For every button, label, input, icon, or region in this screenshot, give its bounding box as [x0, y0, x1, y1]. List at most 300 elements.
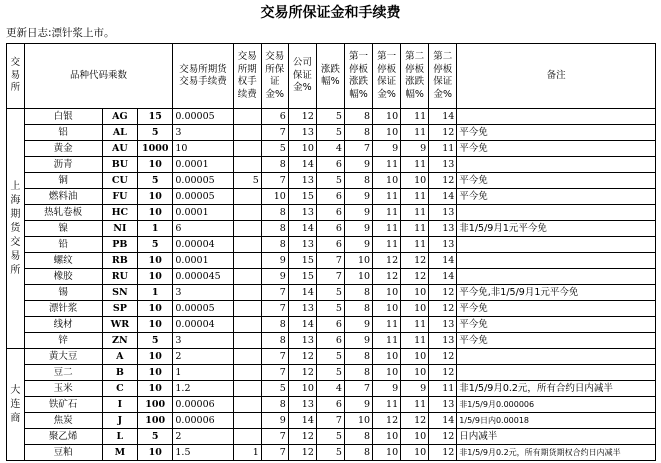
option-fee	[233, 381, 261, 397]
limit-pct: 6	[316, 333, 344, 349]
multiplier: 5	[138, 237, 173, 253]
option-fee	[233, 141, 261, 157]
futures-fee: 0.0001	[173, 205, 233, 221]
first-limit: 9	[344, 221, 372, 237]
variety-name: 黄金	[24, 141, 102, 157]
variety-name: 玉米	[24, 381, 102, 397]
second-limit: 11	[401, 157, 429, 173]
exchange-margin: 10	[261, 189, 288, 205]
option-fee	[233, 301, 261, 317]
futures-fee: 0.00004	[173, 317, 233, 333]
table-row	[7, 397, 656, 413]
remark	[457, 253, 656, 269]
first-margin: 9	[373, 141, 401, 157]
second-limit: 11	[401, 205, 429, 221]
second-limit: 11	[401, 397, 429, 413]
header-exchange-margin: 交易所保证金%	[261, 44, 288, 109]
first-limit: 10	[344, 413, 372, 429]
multiplier: 10	[138, 381, 173, 397]
first-margin: 11	[373, 205, 401, 221]
company-margin: 14	[288, 285, 316, 301]
option-fee	[233, 429, 261, 445]
multiplier: 10	[138, 317, 173, 333]
second-margin: 12	[429, 445, 457, 461]
limit-pct: 5	[316, 429, 344, 445]
first-limit: 8	[344, 365, 372, 381]
exchange-name: 大连商	[7, 349, 25, 461]
first-margin: 10	[373, 429, 401, 445]
option-fee	[233, 333, 261, 349]
second-limit: 11	[401, 109, 429, 125]
company-margin: 13	[288, 173, 316, 189]
second-limit: 10	[401, 429, 429, 445]
variety-code: SP	[102, 301, 137, 317]
limit-pct: 6	[316, 189, 344, 205]
exchange-margin: 7	[261, 125, 288, 141]
first-margin: 12	[373, 413, 401, 429]
exchange-margin: 8	[261, 205, 288, 221]
first-margin: 11	[373, 189, 401, 205]
first-limit: 9	[344, 237, 372, 253]
multiplier: 5	[138, 125, 173, 141]
variety-name: 橡胶	[24, 269, 102, 285]
first-limit: 7	[344, 141, 372, 157]
remark	[457, 109, 656, 125]
second-limit: 10	[401, 349, 429, 365]
option-fee	[233, 125, 261, 141]
exchange-margin: 7	[261, 173, 288, 189]
limit-pct: 5	[316, 173, 344, 189]
table-row	[7, 429, 656, 445]
variety-code: FU	[102, 189, 137, 205]
table-row	[7, 253, 656, 269]
futures-fee: 6	[173, 221, 233, 237]
variety-name: 热轧卷板	[24, 205, 102, 221]
company-margin: 12	[288, 445, 316, 461]
option-fee	[233, 397, 261, 413]
first-limit: 8	[344, 125, 372, 141]
variety-name: 黄大豆	[24, 349, 102, 365]
header-first-limit: 第一停板涨跌幅%	[344, 44, 372, 109]
limit-pct: 4	[316, 381, 344, 397]
futures-fee: 2	[173, 429, 233, 445]
company-margin: 10	[288, 381, 316, 397]
second-limit: 11	[401, 125, 429, 141]
futures-fee: 3	[173, 125, 233, 141]
futures-fee: 0.00006	[173, 397, 233, 413]
multiplier: 10	[138, 157, 173, 173]
option-fee	[233, 413, 261, 429]
multiplier: 10	[138, 269, 173, 285]
variety-code: CU	[102, 173, 137, 189]
variety-code: J	[102, 413, 137, 429]
remark: 日内减半	[457, 429, 656, 445]
multiplier: 10	[138, 205, 173, 221]
first-margin: 11	[373, 333, 401, 349]
first-limit: 8	[344, 109, 372, 125]
limit-pct: 6	[316, 157, 344, 173]
second-margin: 12	[429, 349, 457, 365]
first-limit: 8	[344, 301, 372, 317]
remark	[457, 237, 656, 253]
exchange-margin: 5	[261, 381, 288, 397]
multiplier: 10	[138, 365, 173, 381]
second-limit: 10	[401, 365, 429, 381]
option-fee	[233, 157, 261, 173]
first-limit: 7	[344, 381, 372, 397]
exchange-margin: 7	[261, 301, 288, 317]
first-margin: 11	[373, 221, 401, 237]
remark	[457, 157, 656, 173]
multiplier: 100	[138, 413, 173, 429]
multiplier: 15	[138, 109, 173, 125]
header-company-margin: 公司保证金%	[288, 44, 316, 109]
variety-name: 豆粕	[24, 445, 102, 461]
exchange-margin: 5	[261, 141, 288, 157]
option-fee	[233, 237, 261, 253]
multiplier: 1000	[138, 141, 173, 157]
variety-code: PB	[102, 237, 137, 253]
multiplier: 10	[138, 301, 173, 317]
second-margin: 14	[429, 413, 457, 429]
option-fee	[233, 285, 261, 301]
futures-fee: 0.00005	[173, 189, 233, 205]
table-row	[7, 109, 656, 125]
company-margin: 12	[288, 429, 316, 445]
variety-code: HC	[102, 205, 137, 221]
remark	[457, 205, 656, 221]
variety-code: BU	[102, 157, 137, 173]
first-limit: 9	[344, 205, 372, 221]
company-margin: 13	[288, 125, 316, 141]
futures-fee: 0.00004	[173, 237, 233, 253]
second-limit: 10	[401, 285, 429, 301]
first-limit: 8	[344, 173, 372, 189]
exchange-margin: 9	[261, 269, 288, 285]
variety-name: 铁矿石	[24, 397, 102, 413]
first-limit: 8	[344, 445, 372, 461]
first-limit: 10	[344, 269, 372, 285]
header-futures-fee: 交易所期货交易手续费	[173, 44, 233, 109]
option-fee	[233, 189, 261, 205]
limit-pct: 5	[316, 365, 344, 381]
page-title: 交易所保证金和手续费	[260, 5, 401, 21]
table-row	[7, 173, 656, 189]
variety-name: 铝	[24, 125, 102, 141]
table-row	[7, 237, 656, 253]
remark: 平今免,非1/5/9月1元平今免	[457, 285, 656, 301]
second-limit: 9	[401, 141, 429, 157]
header-exchange: 交易所	[7, 44, 25, 109]
remark: 非1/5/9月0.000006	[457, 397, 656, 413]
exchange-margin: 9	[261, 413, 288, 429]
futures-fee: 0.00005	[173, 109, 233, 125]
remark	[457, 349, 656, 365]
first-margin: 9	[373, 381, 401, 397]
remark: 平今免	[457, 301, 656, 317]
exchange-margin: 7	[261, 365, 288, 381]
limit-pct: 7	[316, 269, 344, 285]
second-margin: 13	[429, 205, 457, 221]
table-row	[7, 333, 656, 349]
company-margin: 14	[288, 157, 316, 173]
limit-pct: 5	[316, 349, 344, 365]
variety-name: 铜	[24, 173, 102, 189]
variety-code: C	[102, 381, 137, 397]
limit-pct: 5	[316, 109, 344, 125]
futures-fee: 1.5	[173, 445, 233, 461]
variety-code: RU	[102, 269, 137, 285]
exchange-margin: 9	[261, 253, 288, 269]
option-fee	[233, 109, 261, 125]
update-log: 更新日志:漂针浆上市。	[6, 27, 115, 39]
second-limit: 11	[401, 333, 429, 349]
variety-code: WR	[102, 317, 137, 333]
first-limit: 9	[344, 397, 372, 413]
exchange-margin: 8	[261, 317, 288, 333]
company-margin: 13	[288, 301, 316, 317]
header-row	[7, 44, 656, 109]
table-row	[7, 157, 656, 173]
company-margin: 14	[288, 413, 316, 429]
futures-fee: 1.2	[173, 381, 233, 397]
multiplier: 100	[138, 397, 173, 413]
exchange-margin: 8	[261, 397, 288, 413]
table-row	[7, 349, 656, 365]
remark	[457, 365, 656, 381]
table-row	[7, 189, 656, 205]
table-row	[7, 365, 656, 381]
table-row	[7, 381, 656, 397]
variety-name: 焦炭	[24, 413, 102, 429]
variety-code: ZN	[102, 333, 137, 349]
remark: 非1/5/9月0.2元，所有合约日内减半	[457, 381, 656, 397]
futures-fee: 3	[173, 285, 233, 301]
futures-fee: 0.00005	[173, 173, 233, 189]
first-margin: 12	[373, 253, 401, 269]
variety-code: AG	[102, 109, 137, 125]
second-margin: 11	[429, 381, 457, 397]
limit-pct: 4	[316, 141, 344, 157]
header-limit: 涨跌幅%	[316, 44, 344, 109]
futures-fee: 0.0001	[173, 253, 233, 269]
variety-name: 螺纹	[24, 253, 102, 269]
variety-code: B	[102, 365, 137, 381]
table-row	[7, 221, 656, 237]
company-margin: 13	[288, 397, 316, 413]
first-margin: 11	[373, 157, 401, 173]
second-limit: 11	[401, 189, 429, 205]
limit-pct: 6	[316, 221, 344, 237]
futures-fee: 0.00005	[173, 301, 233, 317]
second-limit: 10	[401, 445, 429, 461]
first-margin: 11	[373, 317, 401, 333]
limit-pct: 6	[316, 397, 344, 413]
company-margin: 13	[288, 205, 316, 221]
exchange-margin: 7	[261, 445, 288, 461]
second-margin: 12	[429, 301, 457, 317]
first-limit: 8	[344, 349, 372, 365]
remark: 平今免	[457, 125, 656, 141]
second-margin: 14	[429, 269, 457, 285]
futures-fee: 3	[173, 333, 233, 349]
header-remark: 备注	[457, 44, 656, 109]
first-limit: 8	[344, 429, 372, 445]
second-margin: 13	[429, 397, 457, 413]
second-margin: 11	[429, 141, 457, 157]
first-margin: 11	[373, 397, 401, 413]
futures-fee: 0.000045	[173, 269, 233, 285]
option-fee	[233, 205, 261, 221]
table-row	[7, 301, 656, 317]
futures-fee: 0.0001	[173, 157, 233, 173]
table-row	[7, 125, 656, 141]
company-margin: 13	[288, 237, 316, 253]
company-margin: 12	[288, 109, 316, 125]
option-fee	[233, 365, 261, 381]
second-limit: 11	[401, 221, 429, 237]
company-margin: 15	[288, 253, 316, 269]
second-limit: 12	[401, 269, 429, 285]
margin-fee-table	[6, 43, 656, 461]
exchange-margin: 6	[261, 109, 288, 125]
remark: 1/5/9日内0.00018	[457, 413, 656, 429]
company-margin: 14	[288, 221, 316, 237]
option-fee	[233, 317, 261, 333]
exchange-margin: 8	[261, 237, 288, 253]
first-margin: 10	[373, 445, 401, 461]
exchange-margin: 8	[261, 333, 288, 349]
limit-pct: 5	[316, 301, 344, 317]
futures-fee: 2	[173, 349, 233, 365]
second-margin: 13	[429, 317, 457, 333]
multiplier: 5	[138, 333, 173, 349]
variety-name: 锡	[24, 285, 102, 301]
second-margin: 12	[429, 285, 457, 301]
option-fee	[233, 269, 261, 285]
limit-pct: 7	[316, 253, 344, 269]
variety-code: M	[102, 445, 137, 461]
table-row	[7, 285, 656, 301]
second-margin: 13	[429, 333, 457, 349]
variety-name: 燃料油	[24, 189, 102, 205]
variety-name: 漂针浆	[24, 301, 102, 317]
second-margin: 14	[429, 109, 457, 125]
exchange-margin: 7	[261, 349, 288, 365]
header-first-margin: 第一停板保证金%	[373, 44, 401, 109]
header-option-fee: 交易所期权手续费	[233, 44, 261, 109]
multiplier: 5	[138, 173, 173, 189]
table-row	[7, 141, 656, 157]
company-margin: 12	[288, 365, 316, 381]
remark: 平今免	[457, 333, 656, 349]
first-margin: 10	[373, 125, 401, 141]
option-fee	[233, 349, 261, 365]
variety-code: I	[102, 397, 137, 413]
first-limit: 10	[344, 253, 372, 269]
first-limit: 9	[344, 189, 372, 205]
company-margin: 13	[288, 333, 316, 349]
variety-code: SN	[102, 285, 137, 301]
first-margin: 12	[373, 269, 401, 285]
header-second-limit: 第二停板涨跌幅%	[401, 44, 429, 109]
header-second-margin: 第二停板保证金%	[429, 44, 457, 109]
variety-code: RB	[102, 253, 137, 269]
company-margin: 12	[288, 349, 316, 365]
table-row	[7, 317, 656, 333]
remark: 平今免	[457, 317, 656, 333]
futures-fee: 0.00006	[173, 413, 233, 429]
first-margin: 10	[373, 285, 401, 301]
first-margin: 10	[373, 301, 401, 317]
option-fee: 5	[233, 173, 261, 189]
multiplier: 10	[138, 445, 173, 461]
first-margin: 10	[373, 349, 401, 365]
second-margin: 13	[429, 157, 457, 173]
company-margin: 15	[288, 269, 316, 285]
table-row	[7, 205, 656, 221]
variety-name: 聚乙烯	[24, 429, 102, 445]
variety-name: 豆二	[24, 365, 102, 381]
multiplier: 1	[138, 285, 173, 301]
multiplier: 10	[138, 349, 173, 365]
second-margin: 13	[429, 237, 457, 253]
table-row	[7, 269, 656, 285]
option-fee	[233, 253, 261, 269]
second-margin: 12	[429, 125, 457, 141]
remark: 非1/5/9月1元平今免	[457, 221, 656, 237]
variety-code: NI	[102, 221, 137, 237]
multiplier: 10	[138, 253, 173, 269]
second-margin: 14	[429, 189, 457, 205]
variety-name: 白银	[24, 109, 102, 125]
second-margin: 14	[429, 253, 457, 269]
variety-name: 锌	[24, 333, 102, 349]
first-margin: 10	[373, 109, 401, 125]
limit-pct: 6	[316, 205, 344, 221]
company-margin: 15	[288, 189, 316, 205]
variety-code: AU	[102, 141, 137, 157]
table-row	[7, 413, 656, 429]
first-limit: 9	[344, 317, 372, 333]
limit-pct: 5	[316, 285, 344, 301]
variety-name: 沥青	[24, 157, 102, 173]
second-limit: 12	[401, 253, 429, 269]
multiplier: 10	[138, 189, 173, 205]
option-fee: 1	[233, 445, 261, 461]
first-limit: 8	[344, 285, 372, 301]
second-limit: 11	[401, 237, 429, 253]
second-limit: 10	[401, 301, 429, 317]
first-margin: 11	[373, 237, 401, 253]
remark: 平今免	[457, 141, 656, 157]
variety-code: A	[102, 349, 137, 365]
second-margin: 12	[429, 365, 457, 381]
limit-pct: 5	[316, 445, 344, 461]
limit-pct: 7	[316, 413, 344, 429]
first-limit: 9	[344, 333, 372, 349]
futures-fee: 1	[173, 365, 233, 381]
exchange-margin: 7	[261, 285, 288, 301]
limit-pct: 6	[316, 237, 344, 253]
remark	[457, 269, 656, 285]
second-limit: 9	[401, 381, 429, 397]
variety-name: 线材	[24, 317, 102, 333]
multiplier: 5	[138, 429, 173, 445]
remark: 非1/5/9月0.2元，所有期货期权合约日内减半	[457, 445, 656, 461]
second-limit: 10	[401, 173, 429, 189]
company-margin: 10	[288, 141, 316, 157]
